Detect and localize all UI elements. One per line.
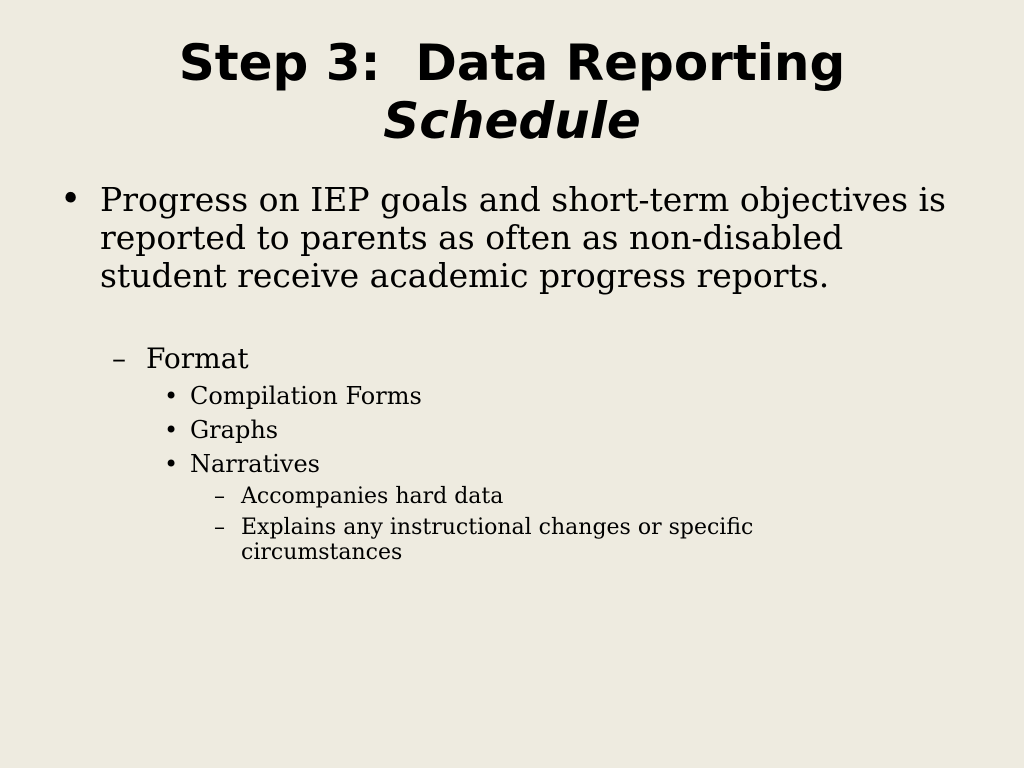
level-4-item: Explains any instructional changes or specific circumstances [241,515,754,565]
bullet-icon: • [60,179,82,220]
sub-sub-bullet-item: Narratives [190,450,320,478]
dash-icon: – [214,484,225,509]
slide-title-line-1: Step 3: Data Reporting [178,34,846,92]
bullet-item: Progress on IEP goals and short-term objectives is reported to parents as often as non-disabled student receive academic progress reports. [100,180,946,295]
bullet-icon: • [164,450,179,478]
dash-icon: – [112,342,126,375]
level-4-item: Accompanies hard data [241,484,504,509]
dash-icon: – [214,515,225,540]
sub-sub-bullet-item: Compilation Forms [190,382,422,410]
bullet-icon: • [164,382,179,410]
bullet-icon: • [164,416,179,444]
sub-sub-bullet-item: Graphs [190,416,279,444]
slide-title-line-2: Schedule [383,92,641,150]
sub-bullet-item-format: Format [146,342,249,375]
